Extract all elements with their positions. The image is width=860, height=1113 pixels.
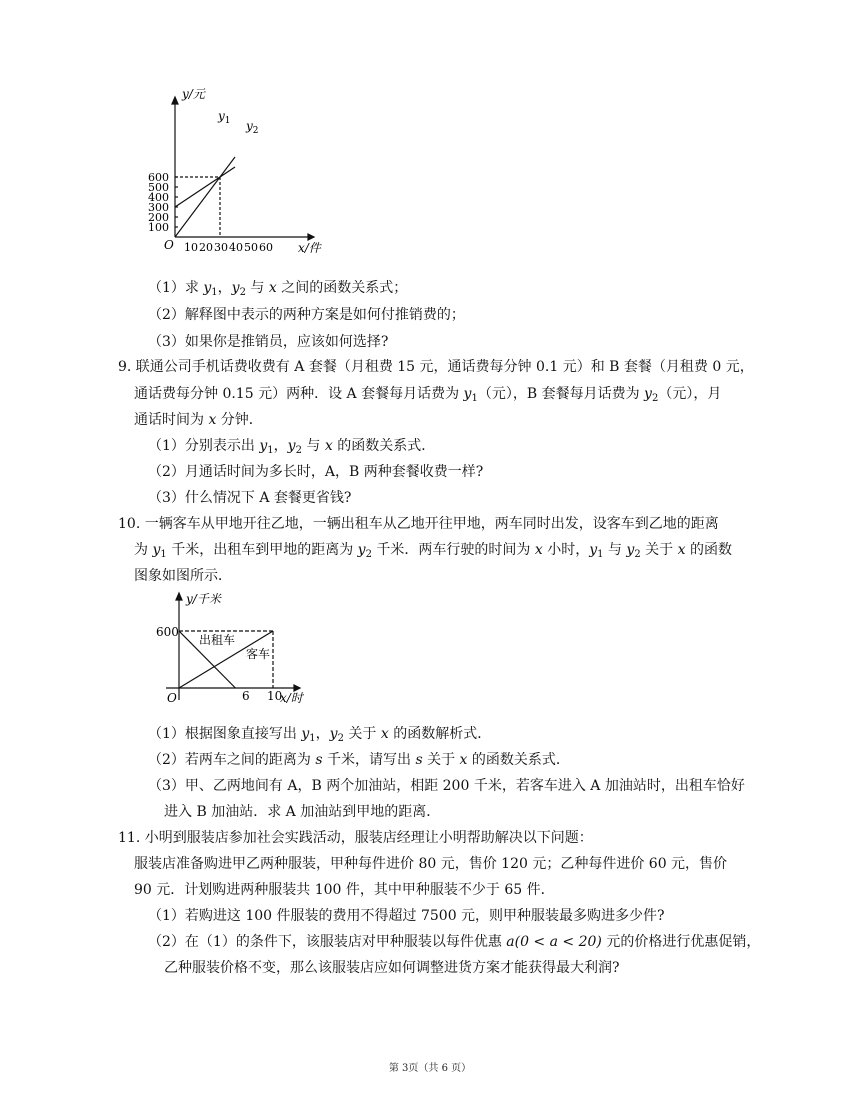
chart1-origin: O xyxy=(164,238,174,252)
q8-part1: （1）求 $y_1$，$y_2$ 与 x 之间的函数关系式； xyxy=(148,280,408,298)
chart-2 xyxy=(146,588,316,708)
chart1-series-y1 xyxy=(175,157,235,237)
q11-line2: 服装店准备购进甲乙两种服装，甲种每件进价 80 元，售价 120 元；乙种每件进价 60 元，售价 xyxy=(134,856,728,872)
q10-line3: 图象如图所示． xyxy=(134,568,232,584)
chart1-series-y2 xyxy=(175,167,235,207)
q10-line1: 10. 一辆客车从甲地开往乙地，一辆出租车从乙地开往甲地，两车同时出发，设客车到乙地的距离 xyxy=(118,516,719,532)
chart1-xtick-30: 30 xyxy=(214,241,228,254)
q9-part2: （2）月通话时间为多长时，A，B 两种套餐收费一样? xyxy=(148,464,484,480)
chart1-ytick-100: 100 xyxy=(148,221,169,234)
chart2-y-arrow xyxy=(176,593,182,600)
chart1-ytick-500: 500 xyxy=(148,181,169,194)
q8-part2: （2）解释图中表示的两种方案是如何付推销费的； xyxy=(148,307,465,323)
chart1-xtick-60: 60 xyxy=(259,241,273,254)
q11-line1: 11. 小明到服装店参加社会实践活动，服装店经理让小明帮助解决以下问题： xyxy=(118,830,593,846)
chart1-xlabel: x/件 xyxy=(298,241,321,255)
q11-part2-line2: 乙种服装价格不变，那么该服装店应如何调整进货方案才能获得最大利润? xyxy=(164,960,620,976)
page-footer: 第 3页（共 6 页） xyxy=(388,1063,472,1074)
q10-part2: （2）若两车之间的距离为 s 千米，请写出 s 关于 x 的函数关系式． xyxy=(148,752,570,768)
chart1-ylabel: y/元 xyxy=(182,87,205,101)
chart1-x-arrow xyxy=(308,234,314,240)
q10-part1: （1）根据图象直接写出 $y_1$，$y_2$ 关于 x 的函数解析式． xyxy=(148,726,492,744)
q10-part3-line2: 进入 B 加油站．求 A 加油站到甲地的距离． xyxy=(164,804,441,820)
chart1-ytick-200: 200 xyxy=(148,211,169,224)
chart1-ytick-300: 300 xyxy=(148,201,169,214)
chart-1 xyxy=(140,84,330,260)
chart2-taxi-label: 出租车 xyxy=(199,633,236,647)
chart1-y1-label: $y_1$ xyxy=(218,109,231,126)
q9-part1: （1）分别表示出 $y_1$，$y_2$ 与 x 的函数关系式． xyxy=(148,438,436,456)
chart2-ytick-600: 600 xyxy=(156,625,179,639)
q9-part3: （3）什么情况下 A 套餐更省钱? xyxy=(148,490,352,506)
q9-line3: 通话时间为 x 分钟． xyxy=(134,412,263,428)
chart2-ylabel: y/千米 xyxy=(186,592,221,606)
q11-part1: （1）若购进这 100 件服装的费用不得超过 7500 元，则甲种服装最多购进多少件? xyxy=(148,908,665,924)
q11-part2-line1: （2）在（1）的条件下，该服装店对甲种服装以每件优惠 a(0 < a < 20) 元的价格进行优惠促销， xyxy=(148,934,761,950)
q9-line1: 9. 联通公司手机话费收费有 A 套餐（月租费 15 元，通话费每分钟 0.1 元）和 B 套餐（月租费 0 元， xyxy=(118,359,754,375)
q8-part3: （3）如果你是推销员，应该如何选择? xyxy=(148,334,389,350)
chart1-xtick-10: 10 xyxy=(184,241,198,254)
q10-part3-line1: （3）甲、乙两地间有 A，B 两个加油站，相距 200 千米，若客车进入 A 加油站时，出租车恰好 xyxy=(148,778,745,794)
chart1-ytick-600: 600 xyxy=(148,171,169,184)
chart2-bus-label: 客车 xyxy=(246,647,271,661)
chart2-xtick-10: 10 xyxy=(267,689,283,703)
chart2-origin: O xyxy=(167,691,177,705)
q10-line2: 为 $y_1$ 千米，出租车到甲地的距离为 $y_2$ 千米．两车行驶的时间为 x 小时，$y_1$ 与 $y_2$ 关于 x 的函数 xyxy=(134,542,732,560)
chart2-xtick-6: 6 xyxy=(242,689,250,703)
chart1-y-arrow xyxy=(172,97,178,104)
chart1-ytick-400: 400 xyxy=(148,191,169,204)
chart1-xtick-50: 50 xyxy=(244,241,258,254)
q9-line2: 通话费每分钟 0.15 元）两种．设 A 套餐每月话费为 $y_1$（元），B 套餐每月话费为 $y_2$（元），月 xyxy=(134,386,722,404)
chart1-xtick-40: 40 xyxy=(229,241,243,254)
q11-line3: 90 元．计划购进两种服装共 100 件，其中甲种服装不少于 65 件． xyxy=(134,882,555,898)
chart1-y2-label: $y_2$ xyxy=(246,119,259,136)
chart2-xlabel: x/时 xyxy=(280,691,303,705)
chart1-xtick-20: 20 xyxy=(199,241,213,254)
